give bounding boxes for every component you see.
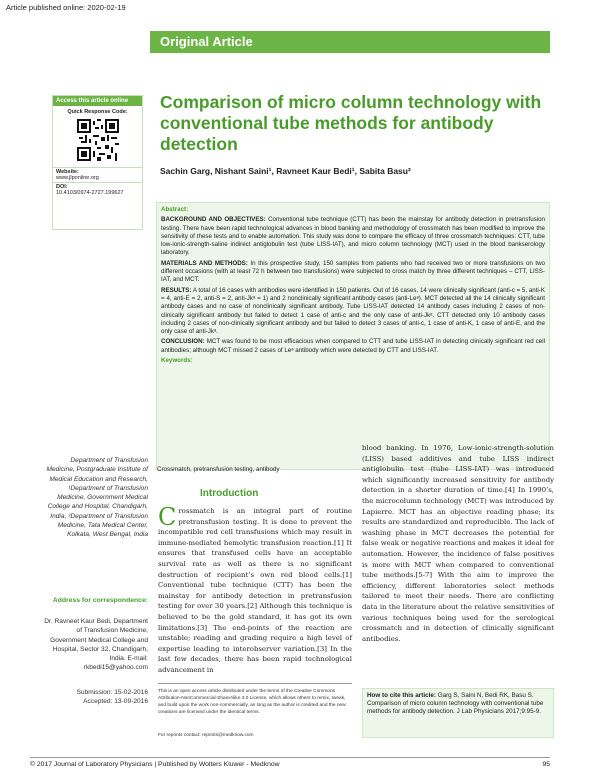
page-footer: [30, 757, 550, 768]
background-text: Conventional tube technique (CTT) has been the mainstay for antibody detection in pretransfusion testing. There have been rapid technological advances in blood banking and methodology of crossmatch has been modified to improve the sensitivity of these tests and to enable automation. This study was done to compare the efficacy of three crossmatch techniques: CTT, tube low-ionic-strength-saline indirect antiglobulin test (tube LISS-IAT), and micro column technology (MCT) used in the blood bankserology laboratory.: [161, 216, 545, 257]
conclusion-label: CONCLUSION:: [161, 338, 205, 346]
article-type-banner: Original Article: [150, 31, 550, 53]
page-number: 95: [542, 761, 550, 768]
body-text-left: rossmatch is an integral part of routine pretransfusion testing. It is done to prevent the incompatible red cell transfusions which may result in immune-mediated hemolytic transfusion reaction.[1] It ensures that transfused cells have an acceptable survival rate as well as there is no significant destruction of recipient’s own red blood cells.[1] Conventional tube technique (CTT) has been the mainstay for antibody detection in pretransfusion testing for over 30 years.[2] Although this technique is believed to be the gold standard, it has got its own limitations.[3] The end-points of the reaction are unstable; reading and grading require a high level of expertise leading to interobserver variation.[3] In the last few decades, there has been rapid technological advancement in: [158, 507, 352, 674]
introduction-heading: Introduction: [200, 488, 259, 499]
submission-date: Submission: 15-02-2016: [76, 689, 148, 696]
doi-label: DOI:: [56, 184, 68, 190]
correspondence-address: Dr. Ravneet Kaur Bedi, Department of Transfusion Medicine, Government Medical College and Hospital, Sector 32, Chandigarh, India. E-mail: rkbedi15@yahoo.com: [44, 618, 148, 672]
keywords-label: Keywords:: [161, 357, 193, 365]
website-block: [53, 167, 142, 182]
keywords-text: Crossmatch, pretransfusion testing, antibody: [157, 466, 280, 473]
conclusion-text: MCT was found to be most efficacious when compared to CTT and tube LISS-IAT in detecting clinically significant red cell antibodies; although MCT missed 2 cases of Leᵃ antibody which were detected by CTT and LISS-IAT.: [161, 338, 545, 354]
body-column-left: [158, 503, 352, 676]
cite-label: How to cite this article:: [367, 692, 436, 699]
abstract-methods: [161, 260, 545, 285]
results-text: A total of 16 cases with antibodies were identified in 150 patients. Out of 16 cases, 14 were clinically significant (anti-c = 5, anti-K = 4, anti-E = 2, anti-S = 2, anti-Jkᵃ = 1) and 2 nonclinically significant antibody cases (anti-Leᵃ). MCT detected all the 14 clinically significant antibody cases and no case of nonclinically significant antibody. Tube LISS-IAT detected 14 antibody cases including 2 cases of non-clinically significant antibody but failed to detect 1 case of anti-c and the only case of anti-Jkᵃ. CTT detected only 10 antibody cases including 2 cases of non-clinically significant antibody and but failed to detect 3 cases of anti-c, 1 case of anti-K, 1 case of anti-E, and the only case of anti-Jkᵃ.: [161, 286, 545, 336]
access-online-box: [52, 95, 143, 230]
abstract-box: [156, 202, 550, 470]
qr-code-icon[interactable]: [77, 119, 119, 161]
doi-value[interactable]: 10.4103/0974-2727.199627: [56, 190, 124, 196]
abstract-title: Abstract:: [161, 206, 189, 213]
abstract-background: [161, 216, 545, 257]
license-note: This is an open access article distributed under the terms of the Creative Commons Attribution-NonCommercial-ShareAlike 3.0 License, which allows others to remix, tweak, and build upon the work non-commercially, as long as the author is credited and the new creations are licensed under the identical terms.: [158, 683, 352, 716]
website-label: Website:: [56, 169, 79, 175]
published-online-date: Article published online: 2020-02-19: [6, 3, 126, 12]
footer-copyright: © 2017 Journal of Laboratory Physicians | Published by Wolters Kluwer - Medknow: [30, 761, 280, 768]
author-list: Sachin Garg, Nishant Saini¹, Ravneet Kaur Bedi¹, Sabita Basu²: [160, 166, 411, 176]
results-label: RESULTS:: [161, 286, 192, 294]
drop-cap: C: [158, 503, 177, 531]
methods-text: In this prospective study, 150 samples from patients who had received two or more transfusions on two different occasions (with at least 72 h between two transfusions) were subjected to cross match by three different techniques – CTT, LISS-IAT, and MCT.: [161, 259, 545, 284]
accepted-date: Accepted: 13-09-2016: [83, 698, 148, 705]
correspondence-label: Address for correspondence:: [52, 597, 148, 604]
cite-text: Garg S, Saini N, Bedi RK, Basu S. Comparison of micro column technology with conventional tube methods for antibody detection. J Lab Physicians 2017;9:95-9.: [367, 692, 544, 716]
abstract-conclusion: [161, 338, 545, 355]
methods-label: MATERIALS AND METHODS:: [161, 259, 248, 267]
website-link[interactable]: www.jlponline.org: [56, 175, 99, 181]
qr-label: Quick Response Code:: [67, 109, 128, 115]
citation-box: [362, 688, 554, 738]
doi-block: [53, 182, 142, 197]
access-heading: Access this article online: [53, 96, 142, 106]
body-column-right: blood banking. In 1976, Low-ionic-strength-solution (LISS) based additives and tube LISS indirect antiglobulin test (tube LISS-IAT) was introduced which significantly increased sensitivity for antibody detection in a shorter duration of time.[4] In 1990’s, the microcolumn technology (MCT) was introduced by Lapierre. MCT has an objective reading phase; its results are standardized and reproducible. The lack of washing phase in MCT decreases the potential for false weak or negative reactions and makes it ideal for automation. However, the incidence of false positives is more with MCT when compared to conventional tube methods.[5-7] With the aim to improve the efficiency, different laboratories select methods tailored to meet their needs. There are conflicting data in the literature about the relative sensitivities of various techniques being used for the serological crossmatch and in detection of clinically significant antibodies.: [362, 444, 554, 643]
article-dates: [44, 688, 148, 706]
reprints-contact: For reprints contact: reprints@medknow.com: [158, 733, 254, 738]
abstract-results: [161, 287, 545, 337]
article-title: Comparison of micro column technology with conventional tube methods for antibody detection: [160, 92, 542, 154]
author-affiliations: Department of Transfusion Medicine, Postgraduate Institute of Medical Education and Research, ¹Department of Transfusion Medicine, Government Medical College and Hospital, Chandigarh, India, ²Department of Transfusion Medicine, Tata Medical Center, Kolkata, West Bengal, India: [46, 457, 148, 539]
background-label: BACKGROUND AND OBJECTIVES:: [161, 216, 266, 224]
